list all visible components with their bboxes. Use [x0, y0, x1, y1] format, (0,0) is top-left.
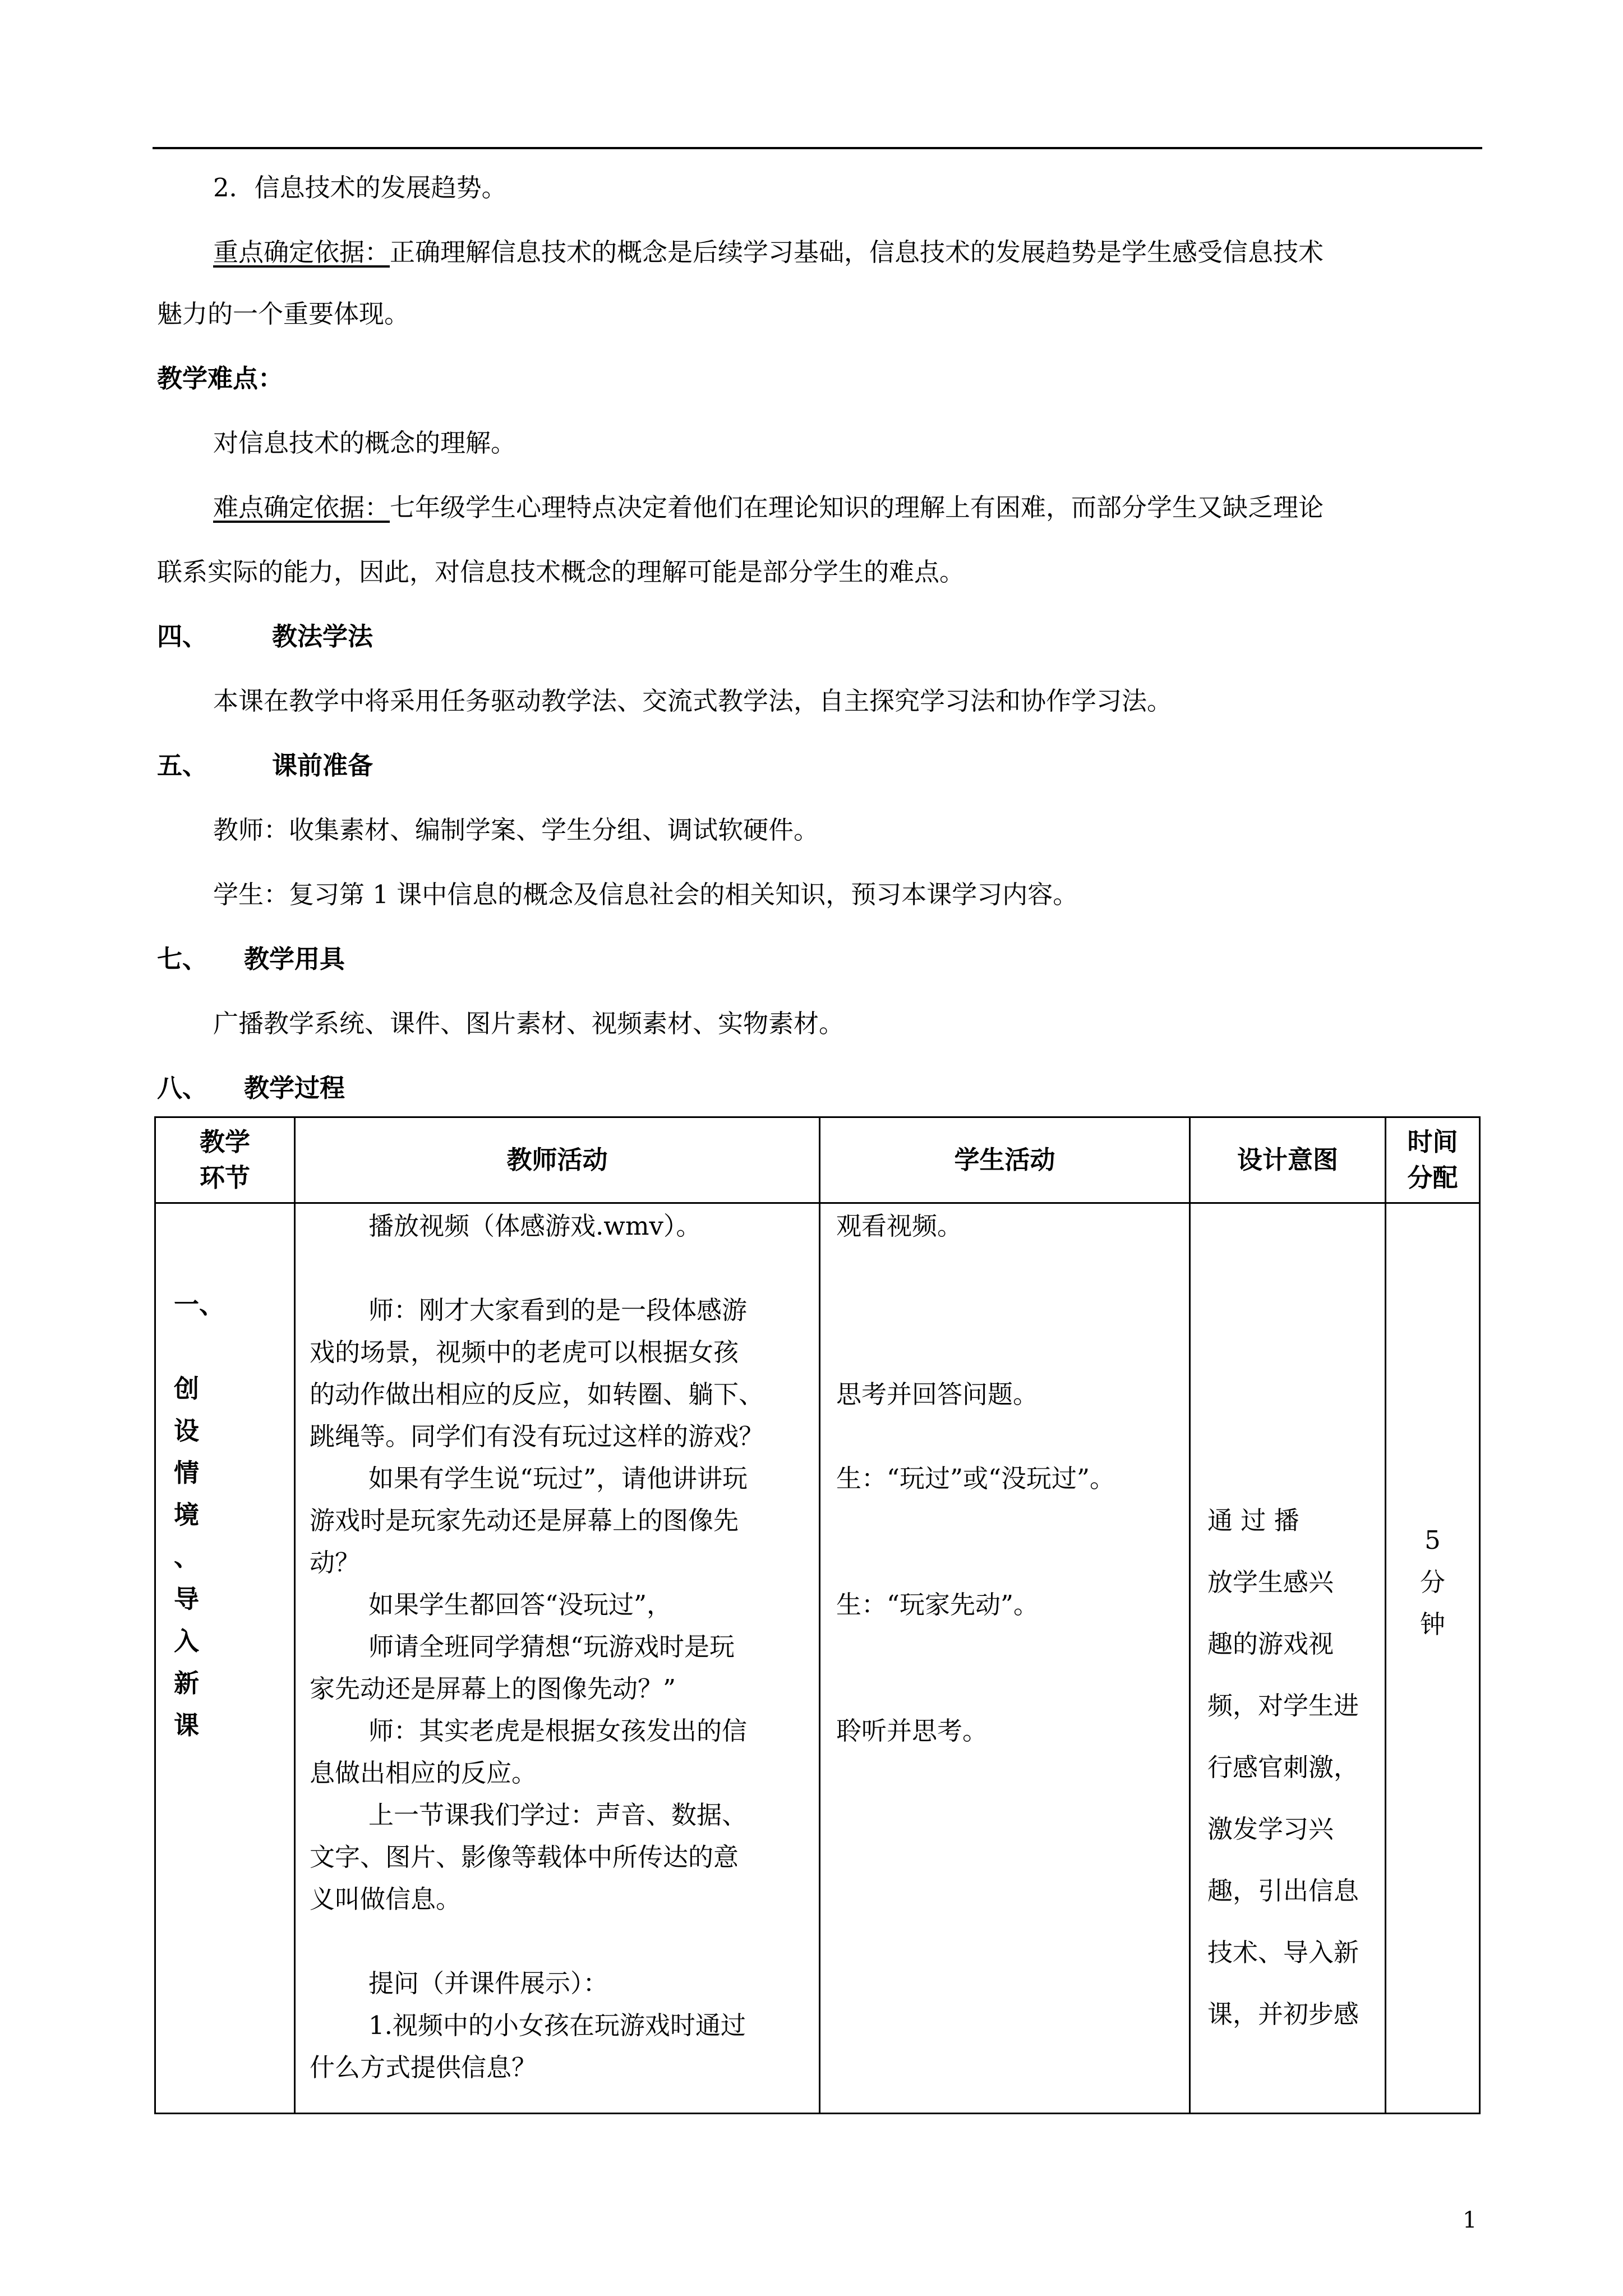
- student-activity-line: 生：“玩家先动”。: [836, 1590, 1039, 1619]
- header-stage: [155, 1117, 295, 1203]
- line-difficulty: 对信息技术的概念的理解。: [213, 428, 517, 458]
- stage-char: 新: [174, 1668, 200, 1698]
- teacher-activity-line: 师：刚才大家看到的是一段体感游: [368, 1295, 748, 1325]
- difficulty-basis-label: 难点确定依据：: [213, 493, 390, 522]
- teacher-activity-line: 戏的场景，视频中的老虎可以根据女孩: [310, 1337, 739, 1367]
- teacher-activity-line: 师请全班同学猜想“玩游戏时是玩: [368, 1632, 735, 1662]
- section-4-number: 四、: [157, 622, 208, 651]
- teacher-cell: [295, 1203, 820, 2114]
- line-key-basis-cont: 魅力的一个重要体现。: [157, 299, 410, 329]
- header-student: 学生活动: [820, 1117, 1190, 1203]
- heading-difficulty: 教学难点：: [157, 364, 284, 393]
- difficulty-basis-text: 七年级学生心理特点决定着他们在理论知识的理解上有困难，而部分学生又缺乏理论: [390, 493, 1324, 522]
- time-cell: [1386, 1203, 1480, 2114]
- stage-char: 创: [174, 1374, 200, 1404]
- section-7-title: 教学用具: [244, 944, 345, 974]
- line-tools: 广播教学系统、课件、图片素材、视频素材、实物素材。: [213, 1009, 845, 1038]
- teacher-activity-line: 文字、图片、影像等载体中所传达的意: [310, 1842, 739, 1872]
- time-allocation: 钟: [1419, 1609, 1445, 1639]
- student-activity-line: 思考并回答问题。: [836, 1379, 1039, 1409]
- section-8-number: 八、: [157, 1073, 208, 1103]
- line-difficulty-basis-cont: 联系实际的能力，因此，对信息技术概念的理解可能是部分学生的难点。: [157, 557, 965, 587]
- teacher-activity-line: 师：其实老虎是根据女孩发出的信: [368, 1716, 748, 1746]
- stage-char: 一、: [174, 1290, 225, 1319]
- teacher-activity-line: 提问（并课件展示）：: [368, 1968, 608, 1998]
- key-basis-label: 重点确定依据：: [213, 237, 390, 267]
- design-intent-line: 趣的游戏视: [1207, 1629, 1334, 1659]
- teacher-activity-line: 跳绳等。同学们有没有玩过这样的游戏？: [310, 1421, 764, 1451]
- design-intent-line: 趣，引出信息: [1207, 1876, 1359, 1906]
- line-methods: 本课在教学中将采用任务驱动教学法、交流式教学法，自主探究学习法和协作学习法。: [213, 686, 1173, 716]
- table-row: [155, 1203, 1480, 2114]
- table-header-row: [155, 1117, 1480, 1203]
- teacher-activity-line: 动？: [310, 1548, 361, 1577]
- line-trend: 2．信息技术的发展趋势。: [213, 173, 507, 203]
- time-allocation: 分: [1419, 1567, 1445, 1597]
- design-intent-line: 行感官刺激，: [1207, 1752, 1359, 1782]
- teacher-activity-line: 播放视频（体感游戏.wmv）。: [368, 1211, 702, 1241]
- design-intent-line: 课，并初步感: [1207, 1999, 1359, 2029]
- section-4-title: 教法学法: [272, 622, 374, 651]
- teacher-activity-line: 1.视频中的小女孩在玩游戏时通过: [368, 2010, 746, 2040]
- design-intent-line: 激发学习兴: [1207, 1814, 1334, 1844]
- header-rule: [153, 147, 1482, 149]
- design-cell: [1190, 1203, 1386, 2114]
- section-8-title: 教学过程: [244, 1073, 345, 1103]
- time-allocation: 5: [1424, 1525, 1441, 1555]
- section-8-heading: [157, 1071, 345, 1105]
- key-basis-text: 正确理解信息技术的概念是后续学习基础，信息技术的发展趋势是学生感受信息技术: [390, 237, 1324, 267]
- design-intent-line: 放学生感兴: [1207, 1567, 1334, 1597]
- design-intent-line: 频，对学生进: [1207, 1691, 1359, 1720]
- student-activity-line: 观看视频。: [836, 1211, 963, 1241]
- header-stage-line1: 教学: [199, 1127, 250, 1157]
- header-teacher: 教师活动: [295, 1117, 820, 1203]
- stage-char: 、: [174, 1542, 200, 1572]
- design-intent-line: 技术、导入新: [1207, 1938, 1359, 1967]
- teacher-activity-line: 家先动还是屏幕上的图像先动？”: [310, 1674, 676, 1704]
- student-activity-line: 聆听并思考。: [836, 1716, 988, 1746]
- teacher-activity-line: 上一节课我们学过：声音、数据、: [368, 1800, 748, 1830]
- stage-char: 导: [174, 1584, 200, 1614]
- teacher-activity-line: 如果有学生说“玩过”，请他讲讲玩: [368, 1464, 748, 1493]
- line-difficulty-basis: [213, 491, 1324, 524]
- section-7-heading: [157, 942, 345, 976]
- student-cell: [820, 1203, 1190, 2114]
- header-time-line1: 时间: [1407, 1127, 1458, 1157]
- teacher-activity-line: 什么方式提供信息？: [310, 2053, 537, 2082]
- line-key-basis: [213, 236, 1324, 269]
- teaching-process-table: [154, 1116, 1481, 2114]
- line-student-prep: 学生：复习第 1 课中信息的概念及信息社会的相关知识，预习本课学习内容。: [213, 880, 1078, 909]
- teacher-activity-line: 的动作做出相应的反应，如转圈、躺下、: [310, 1379, 764, 1409]
- section-4-heading: [157, 620, 373, 654]
- stage-char: 入: [174, 1626, 200, 1656]
- stage-char: 情: [174, 1458, 200, 1488]
- line-teacher-prep: 教师：收集素材、编制学案、学生分组、调试软硬件。: [213, 815, 819, 845]
- header-time-line2: 分配: [1407, 1163, 1458, 1193]
- header-time: [1386, 1117, 1480, 1203]
- teacher-activity-line: 游戏时是玩家先动还是屏幕上的图像先: [310, 1506, 739, 1535]
- student-activity-line: 生：“玩过”或“没玩过”。: [836, 1464, 1115, 1493]
- section-7-number: 七、: [157, 944, 208, 974]
- section-5-heading: [157, 749, 373, 783]
- section-5-number: 五、: [157, 751, 208, 780]
- design-intent-line: 通 过 播: [1207, 1506, 1299, 1535]
- header-stage-line2: 环节: [199, 1163, 250, 1193]
- section-5-title: 课前准备: [272, 751, 374, 780]
- header-design: 设计意图: [1190, 1117, 1386, 1203]
- teacher-activity-line: 息做出相应的反应。: [310, 1758, 537, 1788]
- page-number: 1: [1463, 2207, 1477, 2233]
- stage-char: 境: [174, 1500, 200, 1530]
- stage-char: 设: [174, 1416, 200, 1446]
- stage-char: 课: [174, 1710, 200, 1740]
- teacher-activity-line: 义叫做信息。: [310, 1884, 462, 1914]
- stage-cell: [155, 1203, 295, 2114]
- teacher-activity-line: 如果学生都回答“没玩过”，: [368, 1590, 672, 1619]
